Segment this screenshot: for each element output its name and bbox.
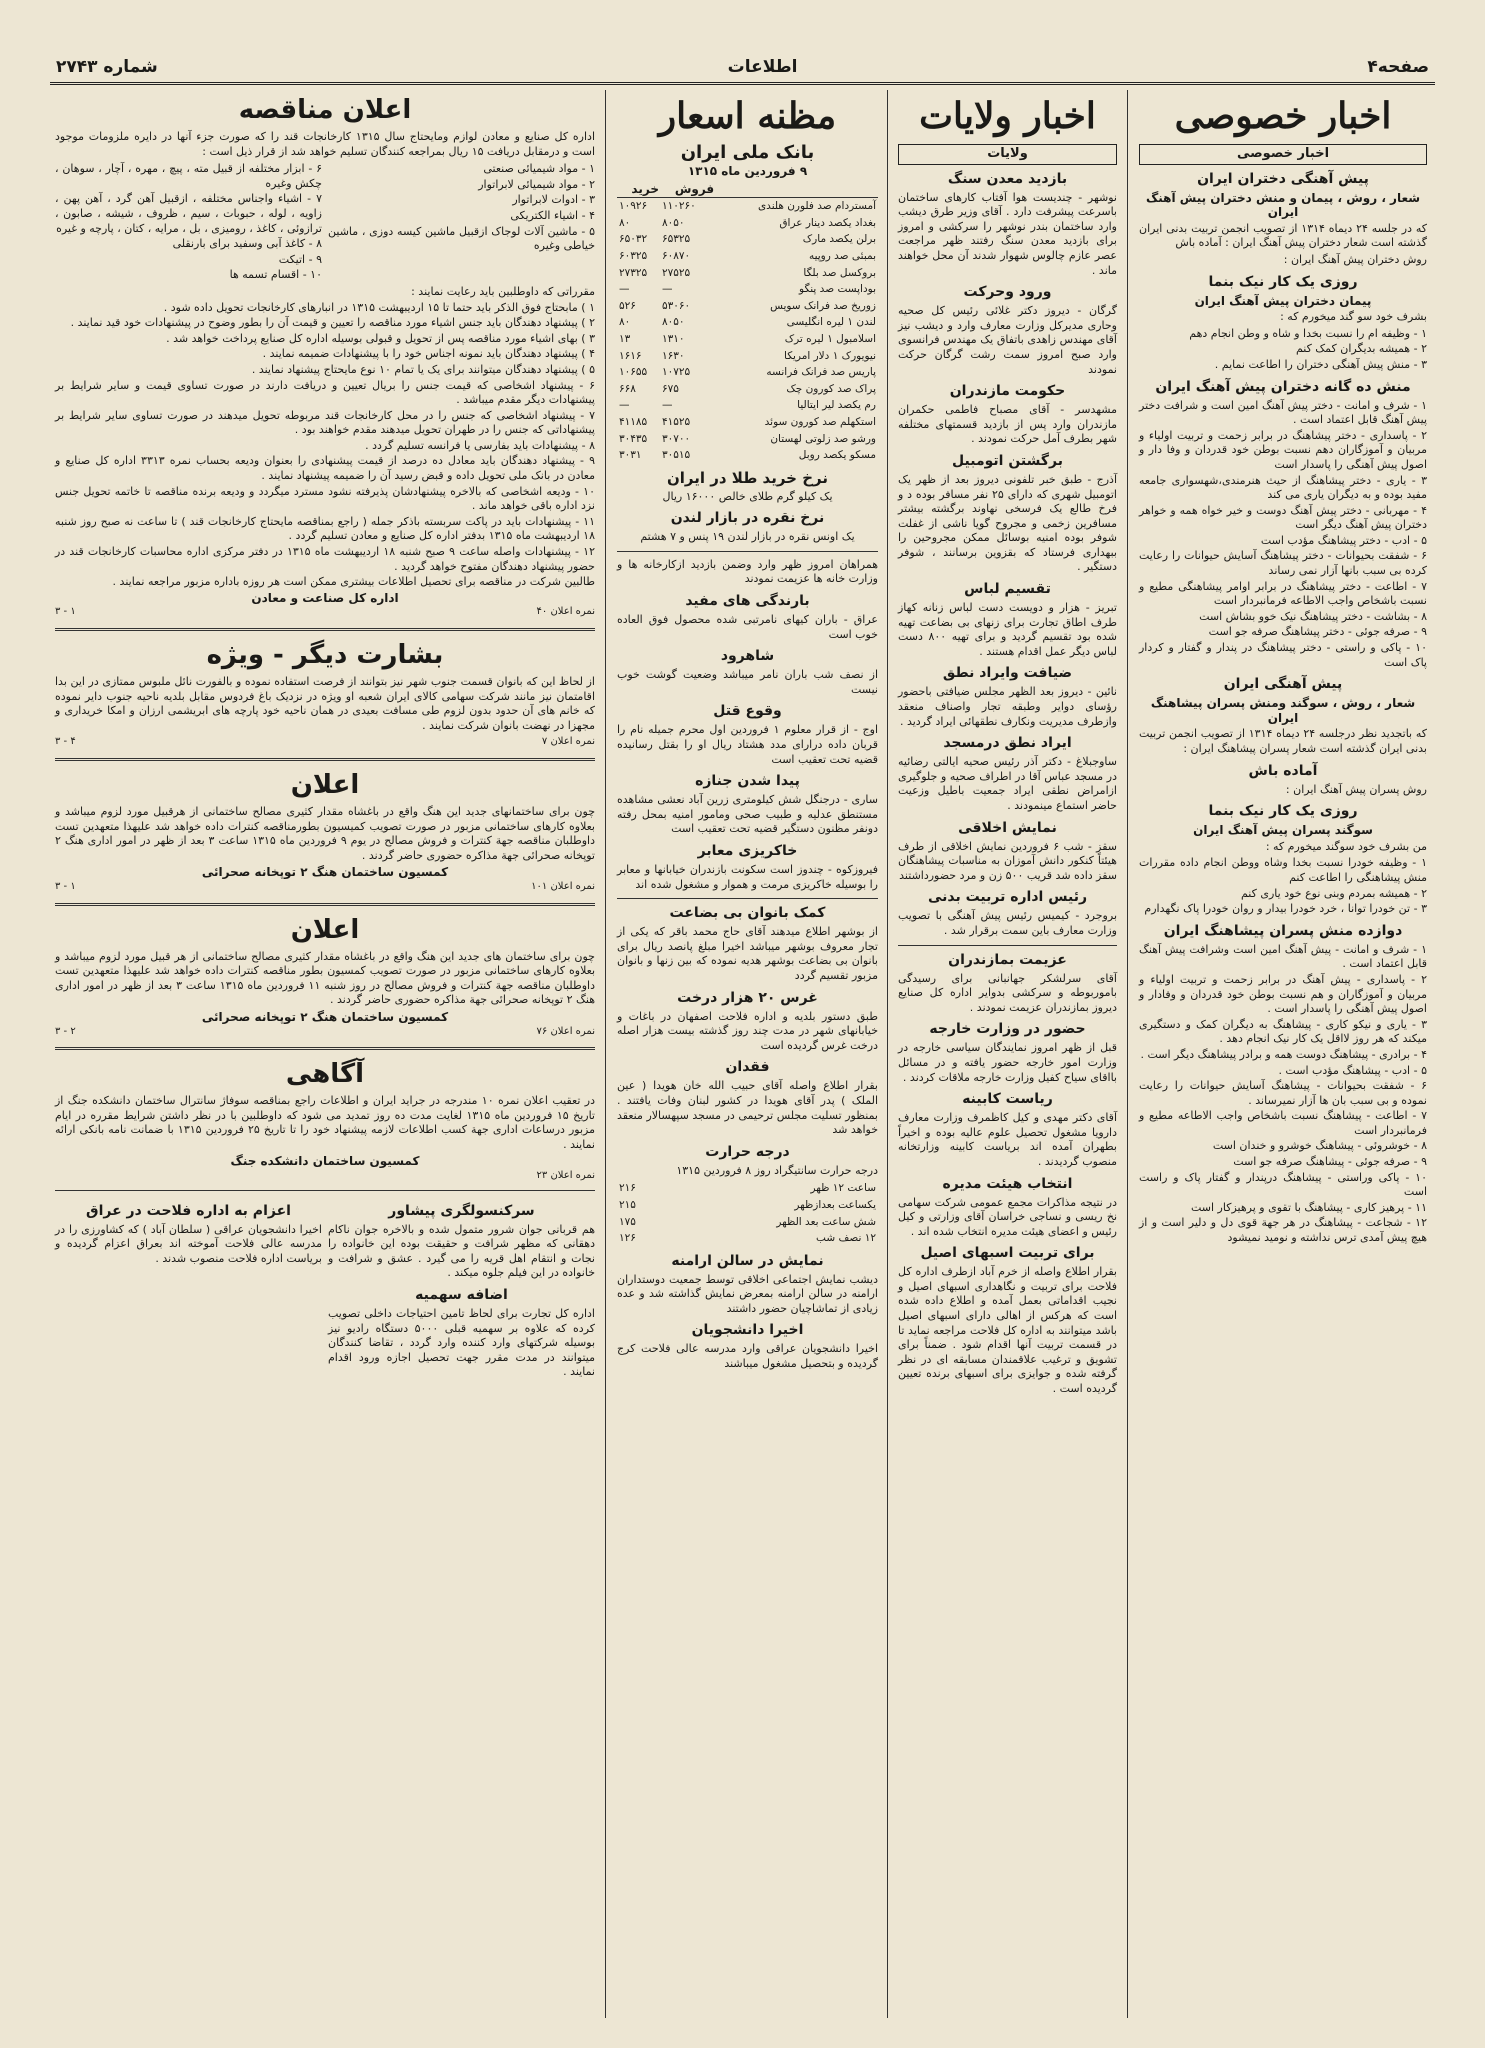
news-body: ساری - درجنگل شش کیلومتری زرین آباد نعشی مشاهده مستنطق عدلیه و طبیب صحی ومامور امنیه بمحل رفته دونفر مظنون دستگیر قضیه تحت تعقیب است	[617, 793, 878, 836]
ad-body: چون برای ساختمانهای جدید این هنگ واقع در باغشاه مقدار کثیری مصالح ساختمانی از هرقبیل مورد لزوم میباشد و بعلاوه کارهای ساختمانی مزبور در صورت تصویب کمیسیون بطورمناقصه کنترات داده خواهد شد علیهذا متعهدین تست داوطلبان مناقصه جهة کنترات و فروش مصالح در یوم ۹ فروردین ماه ۱۳۱۵ ساعت ۳ بعد از ظهر در امور اداری هنگ ۲ توپخانه صحرائی جهة مذاکره حضوری حاضر گردند .	[55, 804, 595, 862]
construction-ad-1	[55, 769, 595, 895]
news-title: نمایش اخلاقی	[958, 819, 1057, 836]
temp-value: ۱۷۵	[619, 1215, 636, 1228]
ad-clause: ۱۱ - پیشنهادات باید در پاکت سربسته باذکر جمله ( راجع بمناقصه مایحتاج کارخانجات قند ) تا ساعت نه صبح روز شنبه ۱۸ اردیبهشت ماه ۱۳۱۵ بدفتر اداره کل صنایع و معادن تسلیم گردد .	[55, 514, 595, 543]
ad-clause: ۱۲ - پیشنهادات واصله ساعت ۹ صبح شنبه ۱۸ اردیبهشت ماه ۱۳۱۵ در دفتر مرکزی اداره محاسبات کارخانجات قند در حضور پیشنهاد دهندگان مفتوح خواهد گردید .	[55, 545, 595, 573]
ad-clause: طالبین شرکت در مناقصه برای تحصیل اطلاعات بیشتری ممکن است هر روزه باداره مزبور مراجعه نمایند .	[112, 575, 595, 589]
news-body: آقای دکتر مهدی و کیل کاظمرف وزارت معارف دارویا مشغول تحصیل علوم عالیه بوده و اخیراً بطهران آمده اند بریاست کابینه وزارتخانه منصوب گردیدند .	[898, 1111, 1117, 1168]
table-row	[617, 364, 878, 381]
table-row	[617, 198, 878, 215]
table-row	[617, 331, 878, 348]
rate-buy: ۶۰۳۲۵	[619, 249, 648, 262]
rate-sell: ۲۷۵۲۵	[661, 266, 691, 279]
list-item: ۲ - همیشه بمردم وبنی نوع خود یاری کنم	[1240, 886, 1427, 900]
list-item: ۱ - شرف و امانت - دختر پیش آهنگ امین است و شرافت دختر پیش آهنگ قابل اعتماد است .	[1139, 398, 1427, 427]
rate-buy: ۵۲۶	[619, 299, 636, 312]
exchange-rate-table	[617, 181, 878, 464]
news-body: تبریز - هزار و دویست دست لباس زنانه کهاز طرف اطاق تجارت برای زنهای بی بضاعت تهیه شده بود تقسیم گردید و برای تهیه ۸۰۰ دست لباس دیگر عمل اقدام هستند .	[898, 601, 1117, 658]
news-title: حکومت مازندران	[949, 383, 1066, 400]
ad-count: ۱ - ۳	[55, 880, 76, 892]
ad-title: آگاهی	[285, 1059, 365, 1090]
news-title: ضیافت وایراد نطق	[942, 665, 1073, 682]
headline: پیش آهنگی دختران ایران	[1197, 170, 1369, 187]
rate-buy: ۱۰۶۵۵	[619, 366, 648, 379]
list-item: ۵ - ماشین آلات لوجاک ازقبیل ماشین کیسه دوزی ، ماشین خیاطی وغیره	[328, 224, 595, 253]
rate-buy: ۲۷۳۲۵	[619, 266, 648, 279]
rate-currency: بوداپست صد پنگو	[799, 283, 876, 296]
gold-title: نرخ خرید طلا در ایران	[666, 468, 828, 487]
subheadline: سوگند پسران پیش آهنگ ایران	[1193, 823, 1373, 838]
temp-label: ۱۲ نصف شب	[816, 1232, 876, 1245]
ad-footer	[55, 735, 595, 750]
bottom-news-right	[328, 1197, 595, 1382]
subheadline: پیمان دختران پیش آهنگ ایران	[1194, 293, 1372, 308]
tender-ad	[55, 94, 595, 620]
list-item: ۹ - اتیکت	[278, 252, 322, 266]
news-title: خاکریزی معابر	[697, 843, 798, 859]
paragraph: من بشرف خود سوگند میخورم که :	[1265, 839, 1427, 853]
headline: منش ده گانه دختران پیش آهنگ ایران	[1155, 378, 1411, 395]
news-body: قبل از ظهر امروز نمایندگان سیاسی خارجه در وزارت امور خارجه حضور یافته و در مسائل بااقای سیاح کفیل وزارت خارجه ملاقات کردند .	[898, 1041, 1117, 1084]
ad-clause: ۷ - پیشنهاد اشخاصی که جنس را در محل کارخانجات قند مربوطه تحویل میدهند در صورت تساوی سایر شرایط بر پیشنهاداتی که جنس را در طهران تحویل میدهند مقدم خواهند بود .	[55, 408, 595, 437]
news-body: نوشهر - چندیست هوا آفتاب کارهای ساختمان باسرعت پیشرفت دارد . آقای وزیر طرق دیشب وارد ساختمان بندر نوشهر را سرکشی و امروز برای بازدید معدن سنگ رفتند ظهر مراجعت عصر عازم چالوس شهوار شدند آن محل خواهند ماند .	[898, 190, 1117, 277]
paragraph: بشرف خود سو گند میخورم که :	[1280, 310, 1427, 324]
column-masthead: اخبار ولایات	[919, 95, 1096, 137]
rate-buy: ۳۰۴۳۵	[619, 432, 648, 445]
bottom-news	[55, 1197, 595, 1382]
divider	[55, 903, 595, 906]
ad-count: ۴ - ۳	[55, 736, 76, 748]
news-title: اعزام به اداره فلاحت در عراق	[86, 1202, 291, 1219]
ad-clause: ۴ ) پیشنهاد دهندگان باید نمونه اجناس خود را با پیشنهادات ضمیمه نمایند .	[262, 347, 595, 361]
ad-intro: اداره کل صنایع و معادن لوازم ومایحتاج سال ۱۳۱۵ کارخانجات قند را که صورت جزء آنها در دایره ملزومات موجود است و درمقابل دریافت ۱۵ ریال بمراجعه کنندگان تسلیم خواهد شد از قرار ذیل است :	[55, 130, 596, 158]
headline: دوازده منش پسران پیشاهنگ ایران	[1163, 922, 1403, 939]
list-item: ۱ - وظیفه ام را نسبت بخدا و شاه و وطن انجام دهم	[1189, 326, 1427, 340]
ad-footer	[55, 880, 595, 895]
gold-body: یک کیلو گرم طلای خالص ۱۶۰۰۰ ریال	[662, 489, 833, 503]
ad-signature: کمسیون ساختمان هنگ ۲ توپخانه صحرائی	[201, 1009, 449, 1024]
rate-buy: —	[619, 283, 630, 296]
list-item: ۱۰ - پاکی و راستی - دختر پیشاهنگ در پندار و گفتار و کردار پاک است	[1139, 641, 1427, 669]
list-item: ۴ - برادری - پیشاهنگ دوست همه و برادر پیشاهنگ دیگر است .	[1140, 1047, 1427, 1061]
paragraph: روش پسران پیش آهنگ ایران :	[1285, 782, 1427, 796]
news-body: اخیرا دانشجویان عراقی ( سلطان آباد ) که کشاورزی را در مدرسه عالی فلاحت آموخته اند بعراق اعزام گردیده و بریاست اداره فلاحت منصوب شدند .	[55, 1222, 322, 1265]
table-row	[617, 215, 878, 232]
rate-sell: —	[661, 283, 673, 296]
list-item: ۹ - صرفه جوئی - پیشاهنگ صرفه جو است	[1233, 1155, 1427, 1169]
news-body: آقای سرلشکر جهانبانی برای رسیدگی باموربوطه و سرکشی بدوایر اداره کل صنایع دیروز بمازندران عزیمت نمودند .	[898, 971, 1117, 1014]
ad-title: اعلان	[290, 769, 360, 800]
ad-clause: مقرراتی که داوطلبین باید رعایت نمایند :	[411, 284, 595, 298]
list-item: ۵ - ادب - دختر پیشاهنگ مؤدب است	[1260, 533, 1427, 547]
list-item: ۷ - اطاعت - دختر پیشاهنگ در برابر اوامر پیشاهنگی مطیع و نسبت باشخاص واجب الاطاعه فرمانبردار است	[1139, 579, 1427, 608]
news-body: طبق دستور بلدیه و اداره فلاحت اصفهان در باغات و خیابانهای شهر در مدت چند روز گذشته بیست هزار اصله درخت غرس گردیده است	[617, 1009, 878, 1052]
list-item: ۳ - ادوات لابراتوار	[512, 193, 595, 207]
list-item: ۵ - ادب - پیشاهنگ مؤدب است .	[1278, 1063, 1427, 1077]
rate-sell: ۴۱۵۲۵	[661, 415, 691, 428]
page-number: صفحه۴	[1367, 57, 1429, 77]
rate-buy: ۸۰	[619, 216, 631, 229]
rate-sell: ۸۰۵۰	[661, 216, 685, 229]
news-title: اخیرا دانشجویان	[691, 1322, 804, 1339]
ad-footer	[55, 1025, 595, 1040]
ad-number: نمره اعلان ۷۶	[536, 1025, 595, 1037]
news-title: نمایش در سالن ارامنه	[671, 1252, 824, 1269]
news-title: درجه حرارت	[705, 1143, 790, 1160]
table-row	[617, 248, 878, 265]
list-item: ۳ - یاری - دختر پیشاهنگ از حیث هنرمندی،شهسواری جامعه مفید بوده و به دیگران یاری می کند	[1139, 473, 1427, 502]
ad-count: ۱ - ۳	[55, 606, 76, 618]
headline: آماده باش	[1248, 762, 1318, 779]
rate-currency: آمستردام صد فلورن هلندی	[757, 200, 876, 213]
news-body: بروجرد - کیمیس رئیس پیش آهنگی با تصویب وزارت معارف باین سمت برقرار شد .	[898, 909, 1117, 937]
column-exchange-rates	[611, 90, 884, 2028]
news-body: بقرار اطلاع واصله از خرم آباد ازطرف اداره کل فلاحت برای تربیت و نگاهداری اسبهای اصیل و نجیب اقداماتی بعمل آمده و اطلاع داده شده است که هرکس از اهالی دارای اسبهای اصیل باشد میتوانند به اداره کل فلاحت مراجعه نماید تا در قسمت تربیت آنها اقدام شود . ضمناً برای تشویق و ترغیب علاقمندان مسابقه ای در نظر گرفته شده و جوایزی برای اسبهای برنده تعیین گردیده است .	[898, 1265, 1117, 1396]
rates-date: ۹ فروردین ماه ۱۳۱۵	[687, 164, 808, 178]
rate-currency: ورشو صد زلوتی لهستان	[770, 432, 876, 445]
table-row	[617, 298, 878, 315]
column-rule	[887, 90, 888, 2018]
news-title: رئیس اداره تربیت بدنی	[927, 889, 1088, 906]
rate-buy: ۱۳	[619, 332, 631, 345]
news-title: فقدان	[725, 1059, 770, 1076]
rate-sell: ۵۳۰۶۰	[661, 299, 691, 312]
bottom-news-left	[55, 1197, 322, 1382]
rate-sell: ۶۵۳۲۵	[661, 233, 691, 246]
subheadline: شعار ، روش ، سوگند ومنش پسران پیشاهنگ ایران	[1150, 696, 1416, 725]
table-row	[617, 348, 878, 365]
rates-body	[617, 198, 878, 464]
news-title: کمک بانوان بی بضاعت	[669, 905, 826, 922]
rate-sell: ۶۷۵	[661, 382, 679, 395]
news-title: ایراد نطق درمسجد	[943, 735, 1072, 752]
news-body: گرگان - دیروز دکتر غلائی رئیس کل صحیه وحاری مدیرکل وزارت معارف وارد و دیشب نیز آقای مهندس زاهدی باتفاق یک مهندس فرانسوی وارد صبح امروز سمت رشت گرگان حرکت نمودند	[898, 304, 1117, 376]
rate-buy: ۶۶۸	[619, 382, 636, 395]
list-item: ۸ - کاغذ آبی وسفید برای بارنقلی	[172, 237, 322, 251]
news-title: تقسیم لباس	[964, 581, 1051, 598]
temp-label: یکساعت بعدازظهر	[794, 1198, 876, 1211]
ad-number: نمره اعلان ۴۰	[536, 606, 595, 618]
list-item: ۶ - شفقت بحیوانات - دختر پیشاهنگ آسایش حیوانات را رعایت کرده بی سبب بانها آزار نمی رساند	[1139, 549, 1427, 578]
list-item: ۴ - اشیاء الکتریکی	[510, 208, 595, 222]
paragraph: روش دختران پیش آهنگ ایران :	[1283, 252, 1427, 266]
rate-currency: نیویورک ۱ دلار امریکا	[784, 349, 876, 362]
rate-sell: ۱۳۱۰	[661, 332, 685, 345]
list-item: ۳ - منش پیش آهنگی دختران را اطاعت نمایم .	[1214, 357, 1427, 371]
ad-clause: ۱۰ - ودیعه اشخاصی که بالاخره پیشنهادشان پذیرفته نشود مسترد میگردد و ودیعه برنده مناقصه تا خاتمه تحویل جنس نزد اداره باقی خواهد ماند .	[55, 484, 595, 513]
temperature-table	[617, 1180, 878, 1246]
table-row	[617, 1197, 878, 1214]
news-body: در نتیجه مذاکرات مجمع عمومی شرکت سهامی نخ ریسی و نساجی خراسان آقای وزارتی و کیل رئیس و اعضای هیئت مدیره انتخاب شده اند .	[898, 1195, 1117, 1238]
news-body: هم قربانی جوان شرور متمول شده و بالاخره جوان ناکام دهقانی که مظهر شرافت و حقیقت بوده این خانواده را نجات و انتقام اهل قریه را می گیرد . عشق و شرافت و خانواده در این فیلم جلوه میکند .	[328, 1222, 595, 1280]
list-item: ۸ - خوشروئی - پیشاهنگ خوشرو و خندان است	[1212, 1139, 1427, 1153]
list-item: ۶ - ابزار مختلفه از قبیل مته ، پیچ ، مهره ، آچار ، سوهان ، چکش وغیره	[55, 162, 322, 190]
list-item: ۷ - اشیاء واجناس مختلفه ، ازقبیل آهن گرد ، آهن پهن ، زاویه ، لوله ، حبوبات ، سیم ، ظروف ، شیشه ، صابون ، ترازوئی ، کاغذ ، رومیزی ، بل ، مرایه ، کتان ، پارچه و غیره	[55, 192, 322, 235]
news-title: حضور در وزارت خارجه	[929, 1021, 1086, 1038]
rate-currency: پراک صد کورون چک	[786, 382, 876, 395]
buy-header: خرید	[617, 181, 660, 198]
paragraph: که باتجدید نظر درجلسه ۲۴ دیماه ۱۳۱۴ از تصویب انجمن تربیت بدنی ایران گذشته است شعار پسران پیشاهنگ ایران :	[1139, 727, 1427, 755]
news-body: عراق - باران کیهای نامرتبی شده محصول فوق العاده خوب است	[617, 613, 878, 641]
news-body: همراهان امروز ظهر وارد وضمن بازدید ازکارخانه ها و وزارت خانه ها عزیمت نمودند	[617, 557, 878, 586]
table-row	[617, 397, 878, 414]
headline: پیش آهنگی ایران	[1223, 676, 1343, 693]
column-advertisements	[49, 90, 601, 2028]
silver-title: نرخ نقره در بازار لندن	[670, 510, 825, 527]
rate-currency: بغداد یکصد دینار عراق	[779, 216, 876, 229]
column-private-news	[1133, 90, 1433, 2028]
list-item: ۴ - مهربانی - دختر پیش آهنگ دوست و خیر خواه همه و خواهر دختران پیش آهنگ دیگر است	[1139, 503, 1427, 532]
news-body: از نصف شب باران نامر میباشد وضعیت گوشت خوب نیست	[617, 668, 878, 696]
ad-body: در تعقیب اعلان نمره ۱۰ مندرجه در جراید ایران و اطلاعات راجع بمناقصه سوفاژ سانترال ساختمان دانشکده جنگ از تاریخ ۱۵ فروردین ماه ۱۳۱۵ لغایت مدت ده روز تمدید می شود که داوطلبین با در نظر داشتن شرایط مقرره در ایام مزبور درساعات اداری جهة کسب اطلاعات لازمه پیشنهاد خود را تا تاریخ ۲۵ فروردین ۱۳۱۵ با ضمانت نامه بانکی ارائه نمایند .	[55, 1094, 596, 1151]
divider	[55, 758, 595, 761]
column-masthead: مظنه اسعار	[658, 95, 837, 137]
temp-label: ساعت ۱۲ ظهر	[810, 1182, 876, 1195]
rate-buy: ۳۰۳۱	[619, 449, 642, 462]
ad-signature: اداره کل صناعت و معادن	[251, 590, 399, 605]
news-title: پیدا شدن جنازه	[695, 773, 800, 790]
column-rule	[605, 90, 606, 2018]
divider	[55, 1190, 595, 1191]
rate-sell: ۱۰۷۲۵	[661, 366, 691, 379]
ad-title: اعلان	[290, 914, 360, 945]
notice-ad	[55, 1058, 595, 1184]
temp-label: شش ساعت بعد الظهر	[776, 1215, 876, 1228]
table-row	[617, 231, 878, 248]
list-item: ۲ - پاسداری - دختر پیشاهنگ در برابر زحمت و تربیت اولیاء و مربیان و آموزگاران دهم نسبت بوطن خود قدردان و وفا دار و اصول پیش آهنگی را پاسدار است	[1139, 428, 1427, 471]
news-title: بازدید معدن سنگ	[947, 170, 1068, 187]
rate-sell: ۱۶۳۰	[661, 349, 685, 362]
section-box-title: اخبار خصوصی	[1139, 144, 1427, 165]
rate-currency: بمبئی صد روپیه	[808, 249, 876, 262]
list-item: ۹ - صرفه جوئی - دختر پیشاهنگ صرفه جو است	[1208, 625, 1427, 639]
sell-header: فروش	[660, 181, 715, 198]
ad-footer	[55, 605, 595, 620]
list-item: ۷ - اطاعت - پیشاهنگ نسبت باشخاص واجب الاطاعه مطیع و فرمانبردار است	[1139, 1109, 1427, 1137]
news-body: اداره کل تجارت برای لحاظ تامین احتیاجات داخلی تصویب کرده که علاوه بر سهمیه قبلی ۵۰۰۰ دستگاه رادیو نیز بوسیله شرکتهای وارد کننده وارد گردد ، تقاضا کنندگان میتوانند در مدت مقرر جهت تحصیل اجازه ورود اقدام نمایند .	[328, 1307, 596, 1379]
rate-sell: ۶۰۸۷۰	[661, 249, 691, 262]
temp-value: ۲۱۶	[619, 1182, 636, 1195]
news-title: ورود وحرکت	[963, 284, 1052, 301]
rate-sell: ۸۰۵۰	[661, 316, 685, 329]
table-row	[617, 381, 878, 398]
rate-buy: ۸۰	[619, 316, 631, 329]
news-body: اوج - از قرار معلوم ۱ فروردین اول محرم جمیله نام را قربان داده درارای مدد هشتاد ریال او را بقتل رسانیده قضیه تحت تعقیب است	[617, 723, 879, 766]
table-row	[617, 281, 878, 298]
table-row	[617, 447, 878, 464]
divider	[55, 1047, 595, 1050]
rate-currency: پاریس صد فرانک فرانسه	[766, 366, 876, 379]
rate-buy: ۶۵۰۳۲	[619, 233, 648, 246]
rate-buy: ۴۱۱۸۵	[619, 415, 648, 428]
ad-body: از لحاظ این که بانوان قسمت جنوب شهر نیز بتوانند از فرصت استفاده نموده و بالفورت نائل ملبوس ممتازی در این بدا اقامتمان نیز مانند شرکت سهامی کالای ایران شعبه او ویژه در نزدیک باغ فردوس مقابل بلدیه ناحیه جنوب دایر نموده که خانم های آن حدود بدون لزوم طی مسافت بعیدی در همان ناحیه خود پارچه های ابریشمی ارزان و امکا خریداری و مجهزا در نهضت بانوان شرکت نمایند .	[55, 675, 595, 732]
rate-currency: رم یکصد لیر ایتالیا	[797, 399, 876, 412]
news-body: درجه حرارت سانتیگراد روز ۸ فروردین ۱۳۱۵	[676, 1163, 878, 1177]
rate-currency: لندن ۱ لیره انگلیسی	[786, 316, 876, 329]
temp-value: ۱۲۶	[619, 1232, 636, 1245]
news-title: وقوع قتل	[713, 703, 782, 720]
rate-buy: ۱۶۱۶	[619, 349, 642, 362]
list-item: ۲ - مواد شیمیائی لابراتوار	[478, 177, 595, 191]
ad-clause: ۵ ) پیشنهاد دهندگان میتوانند برای یک یا تمام ۱۰ نوع مایحتاج پیشنهاد نمایند .	[251, 362, 595, 376]
list-item: ۸ - بشاشت - دختر پیشاهنگ نیک خوو بشاش است	[1199, 609, 1427, 623]
divider	[617, 551, 878, 552]
ad-clause: ۶ - پیشنهاد اشخاصی که قیمت جنس را بریال تعیین و دریافت دارند در صورت تساوی قیمت و سایر شرایط بر پیشنهادات دیگر مقدم میباشد .	[55, 378, 595, 407]
ad-clause: ۸ - پیشنهادات باید بفارسی یا فرانسه تسلیم گردد .	[365, 438, 595, 452]
construction-ad-2	[55, 914, 595, 1040]
issue-number: شماره ۲۷۴۳	[56, 57, 158, 77]
news-title: انتخاب هیئت مدیره	[942, 1175, 1073, 1192]
news-body: ساوجبلاغ - دکتر آذر رئیس صحیه ایالتی رضائیه در مسجد عباس آقا در اطراف صحیه و جلوگیری ازامراض نطقی ایراد جمعیت باطیل وزعیت حاضر استماع مینمودند .	[898, 755, 1117, 812]
rate-buy: ۱۰۹۲۶	[619, 200, 648, 213]
list-item: ۱ - شرف و امانت - پیش آهنگ امین است وشرافت پیش آهنگ قابل اعتماد است .	[1139, 942, 1427, 971]
divider	[898, 945, 1117, 946]
ad-number: نمره اعلان ۷	[541, 736, 595, 748]
rate-currency: استکهلم صد کورون سوئد	[764, 415, 876, 428]
news-title: برگشتن اتومبیل	[952, 452, 1063, 469]
news-body: آذرج - طبق خبر تلفونی دیروز بعد از ظهر یک اتومبیل شهری که دارای ۲۵ نفر مسافر بوده د و فرخ طالع یک فرسخی نهاوند برگشته بیشتر مسافرین زخمی و مجروح گویا ناشی از غفلت شوفر بوده امنیه بوسائل ممکن مجروحین را ببهداری فرستاد که بقزوین برسانند ، شوفر دستگیر .	[898, 472, 1117, 574]
ad-footer	[55, 1169, 595, 1184]
news-body: دیشب نمایش اجتماعی اخلاقی توسط جمعیت دوستداران ارامنه در سالن ارامنه بمعرض نمایش گذاشته شد و عده زیادی از تماشاچیان حضور داشتند	[617, 1272, 878, 1315]
shop-ad	[55, 639, 595, 750]
news-title: غرس ۲۰ هزار درخت	[677, 989, 818, 1006]
ad-clause: ۲ ) پیشنهاد دهندگان باید جنس اشیاء مورد مناقصه را تعیین و قیمت آن را بطور وضوح در پیشنهادات خود قید نمایند .	[70, 316, 595, 330]
news-title: عزیمت بمازندران	[948, 951, 1067, 968]
table-row	[617, 414, 878, 431]
rate-sell: ۳۰۷۰۰	[661, 432, 691, 445]
column-provincial-news	[892, 90, 1123, 2028]
currency-header	[715, 181, 878, 198]
pledge-list	[1139, 327, 1427, 373]
news-title: اضافه سهمیه	[415, 1287, 508, 1304]
column-masthead: اخبار خصوصی	[1174, 95, 1392, 137]
news-title: برای تربیت اسبهای اصیل	[920, 1245, 1095, 1262]
rate-sell: —	[661, 399, 673, 412]
news-body: از بوشهر اطلاع میدهند آقای حاج محمد باقر که یکی از تجار معروف بوشهر میباشد اخیرا مبلغ پانصد ریال برای بانوان بی بضاعت بوشهر هدیه نموده که بین زنها و بانوان مزبور تقسیم گردد	[617, 925, 878, 982]
news-title: بارندگی های مفید	[685, 593, 810, 610]
rate-buy: —	[619, 399, 630, 412]
news-title: سرکنسولگری پیشاور	[388, 1202, 535, 1219]
ad-title: اعلان مناقصه	[238, 95, 412, 125]
news-title: شاهرود	[720, 648, 775, 665]
news-body: مشهدسر - آقای مصباح فاطمی حکمران مازندران وارد پس از بازدید قسمتهای مختلفه شهر بطرف آمل حرکت نمودند .	[898, 403, 1117, 446]
ad-signature: کمسیون ساختمان هنگ ۲ توپخانه صحرائی	[201, 865, 449, 880]
code-list	[1139, 399, 1427, 671]
ad-clause: ۹ - پیشنهاد دهندگان باید معادل ده درصد از قیمت پیشنهادی را بعنوان ودیعه بحساب نمره ۳۳۱۳ اداره کل صنایع و معادن در بانک ملی تحویل داده و قبض رسید آن را ضمیمه پیشنهاد نمایند .	[55, 454, 595, 483]
list-item: ۶ - شفقت بحیوانات - پیشاهنگ آسایش حیوانات را رعایت نموده و بی سبب بان ها آزار نمیرساند .	[1139, 1079, 1427, 1107]
list-item: ۳ - یاری و نیکو کاری - پیشاهنگ به دیگران کمک و دستگیری میکند که هر روز لااقل یک کار نیک انجام دهد .	[1139, 1017, 1427, 1046]
divider	[617, 898, 878, 899]
ad-signature: کمسیون ساختمان دانشکده جنگ	[230, 1154, 420, 1169]
news-body: اخیرا دانشجویان عراقی وارد مدرسه عالی فلاحت کرج گردیده و بتحصیل مشغول میباشند	[617, 1342, 878, 1371]
news-body: نائین - دیروز بعد الظهر مجلس ضیافتی باحضور رؤسای دوایر وطبقه تجار واصناف منعقد وازطرف مدیریت ونکارف نطقهائی ایراد گردید .	[898, 685, 1117, 728]
list-item: ۱۰ - پاکی وراستی - پیشاهنگ درپندار و گفتار پاک و راست است	[1139, 1170, 1427, 1199]
table-row	[617, 431, 878, 448]
news-body: فیروزکوه - چندوز است سکونت بازندران خیابانها و معابر را بوسیله خاکریزی مرمت و هموار و مشغول شده اند	[617, 863, 878, 891]
rate-currency: برلن یکصد مارک	[802, 233, 876, 246]
list-item: ۱ - وظیفه خودرا نسبت بخدا وشاه ووطن انجام داده مقررات منش پیشاهنگی را اطاعت کنم	[1139, 856, 1427, 884]
paragraph: که در جلسه ۲۴ دیماه ۱۳۱۴ از تصویب انجمن تربیت بدنی ایران گذشته است شعار دختران پیش آهنگ ایران : آماده باش	[1139, 221, 1427, 250]
ad-count: ۲ - ۳	[55, 1025, 76, 1037]
paper-name: اطلاعات	[727, 57, 798, 77]
ad-number: نمره اعلان ۲۳	[536, 1170, 595, 1182]
rate-currency: اسلامبول ۱ لیره ترک	[784, 332, 876, 345]
ad-clause: ۳ ) بهای اشیاء مورد مناقصه پس از تحویل و قبولی بوسیله اداره کل صنایع پرداخت خواهد شد .	[166, 331, 595, 345]
rate-sell: ۳۰۵۱۵	[661, 449, 691, 462]
page-header	[50, 52, 1435, 85]
ad-body: چون برای ساختمان های جدید این هنگ واقع در باغشاه مقدار کثیری مصالح ساختمانی از هر قبیل مورد لزوم میباشد و بعلاوه کارهای ساختمانی مزبور در صورت تصویب کمسیون بطور مناقصه کنترات داده خواهد شد علیهذا متعهدین تست داوطلبان مناقصه جهة کنترات و فروش مصالح در روز شنبه ۱۱ فروردین ماه ۱۳۱۵ ساعت ۳ بعد از ظهر در امور اداری هنگ ۲ توپخانه صحرائی جهة مذاکره حضوری حاضر گردند .	[55, 949, 595, 1007]
list-item: ۳ - تن خودرا توانا ، خرد خودرا بیدار و روان خودرا پاک نگهدارم	[1144, 902, 1427, 916]
ad-number: نمره اعلان ۱۰۱	[531, 880, 595, 892]
bank-name: بانک ملی ایران	[680, 142, 815, 163]
rate-currency: بروکسل صد بلگا	[803, 266, 876, 279]
tender-items	[55, 161, 595, 284]
rate-currency: مسکو یکصد روبل	[798, 449, 876, 462]
ad-title: بشارت دیگر - ویژه	[206, 640, 444, 670]
table-row	[617, 1214, 878, 1231]
section-box-title: ولایات	[898, 144, 1117, 165]
news-title: ریاست کابینه	[962, 1091, 1053, 1108]
column-rule	[1127, 90, 1128, 2018]
list-item: ۲ - پاسداری - پیش آهنگ در برابر زحمت و تربیت اولیاء و مربیان و آموزگاران و هم نسبت بوطن خود قدردان و وفادار و اصول پیش آهنگی را پاسدار است .	[1139, 972, 1427, 1016]
headline: روزی یک کار نیک بنما	[1208, 803, 1358, 820]
table-row	[617, 265, 878, 282]
news-body: بقرار اطلاع واصله آقای حبیب الله خان هویدا ( عین الملک ) پدر آقای هویدا در کشور لبنان وفات یافتند . بمنظور تسلیت مجلس ترحیمی در مسجد سپهسالار منعقد خواهد شد	[617, 1079, 878, 1137]
table-row	[617, 1180, 878, 1197]
list-item: ۲ - همیشه بدیگران کمک کنم	[1295, 342, 1427, 356]
divider	[55, 628, 595, 631]
list-item: ۱۲ - شجاعت - پیشاهنگ در هر جهة قوی دل و دلیر است و از هیچ پیش آمدی ترس نداشته و نومید نمیشود	[1139, 1216, 1427, 1245]
list-item: ۱۱ - پرهیز کاری - پیشاهنگ با تقوی و پرهیزکار است	[1190, 1200, 1427, 1214]
subheadline: شعار ، روش ، پیمان و منش دختران پیش آهنگ ایران	[1145, 190, 1421, 220]
rate-currency: زوریخ صد فرانک سویس	[770, 299, 876, 312]
table-row	[617, 1230, 878, 1247]
table-row	[617, 314, 878, 331]
news-body: سقز - شب ۶ فروردین نمایش اخلاقی از طرف هیئتاً کنکور دانش آموزان به مناسبات پیشاهنگان سقز داده شد قریب ۵۰۰ زن و مرد حضورداشتند	[898, 839, 1118, 882]
table-header-row	[617, 181, 878, 198]
silver-body: یک اونس نقره در بازار لندن ۱۹ پنس و ۷ هشتم	[640, 530, 855, 544]
list-item: ۱ - مواد شیمیائی صنعتی	[483, 162, 595, 176]
rate-sell: ۱۱۰۲۶۰	[661, 200, 696, 213]
temp-value: ۲۱۵	[619, 1198, 636, 1211]
headline: روزی یک کار نیک بنما	[1208, 273, 1358, 290]
ad-clause: ۱ ) مابحتاج فوق الذکر باید حتما تا ۱۵ اردیبهشت ۱۳۱۵ در انبارهای کارخانجات تحویل داده شود .	[163, 300, 595, 314]
list-item: ۱۰ - اقسام تسمه ها	[229, 268, 322, 282]
